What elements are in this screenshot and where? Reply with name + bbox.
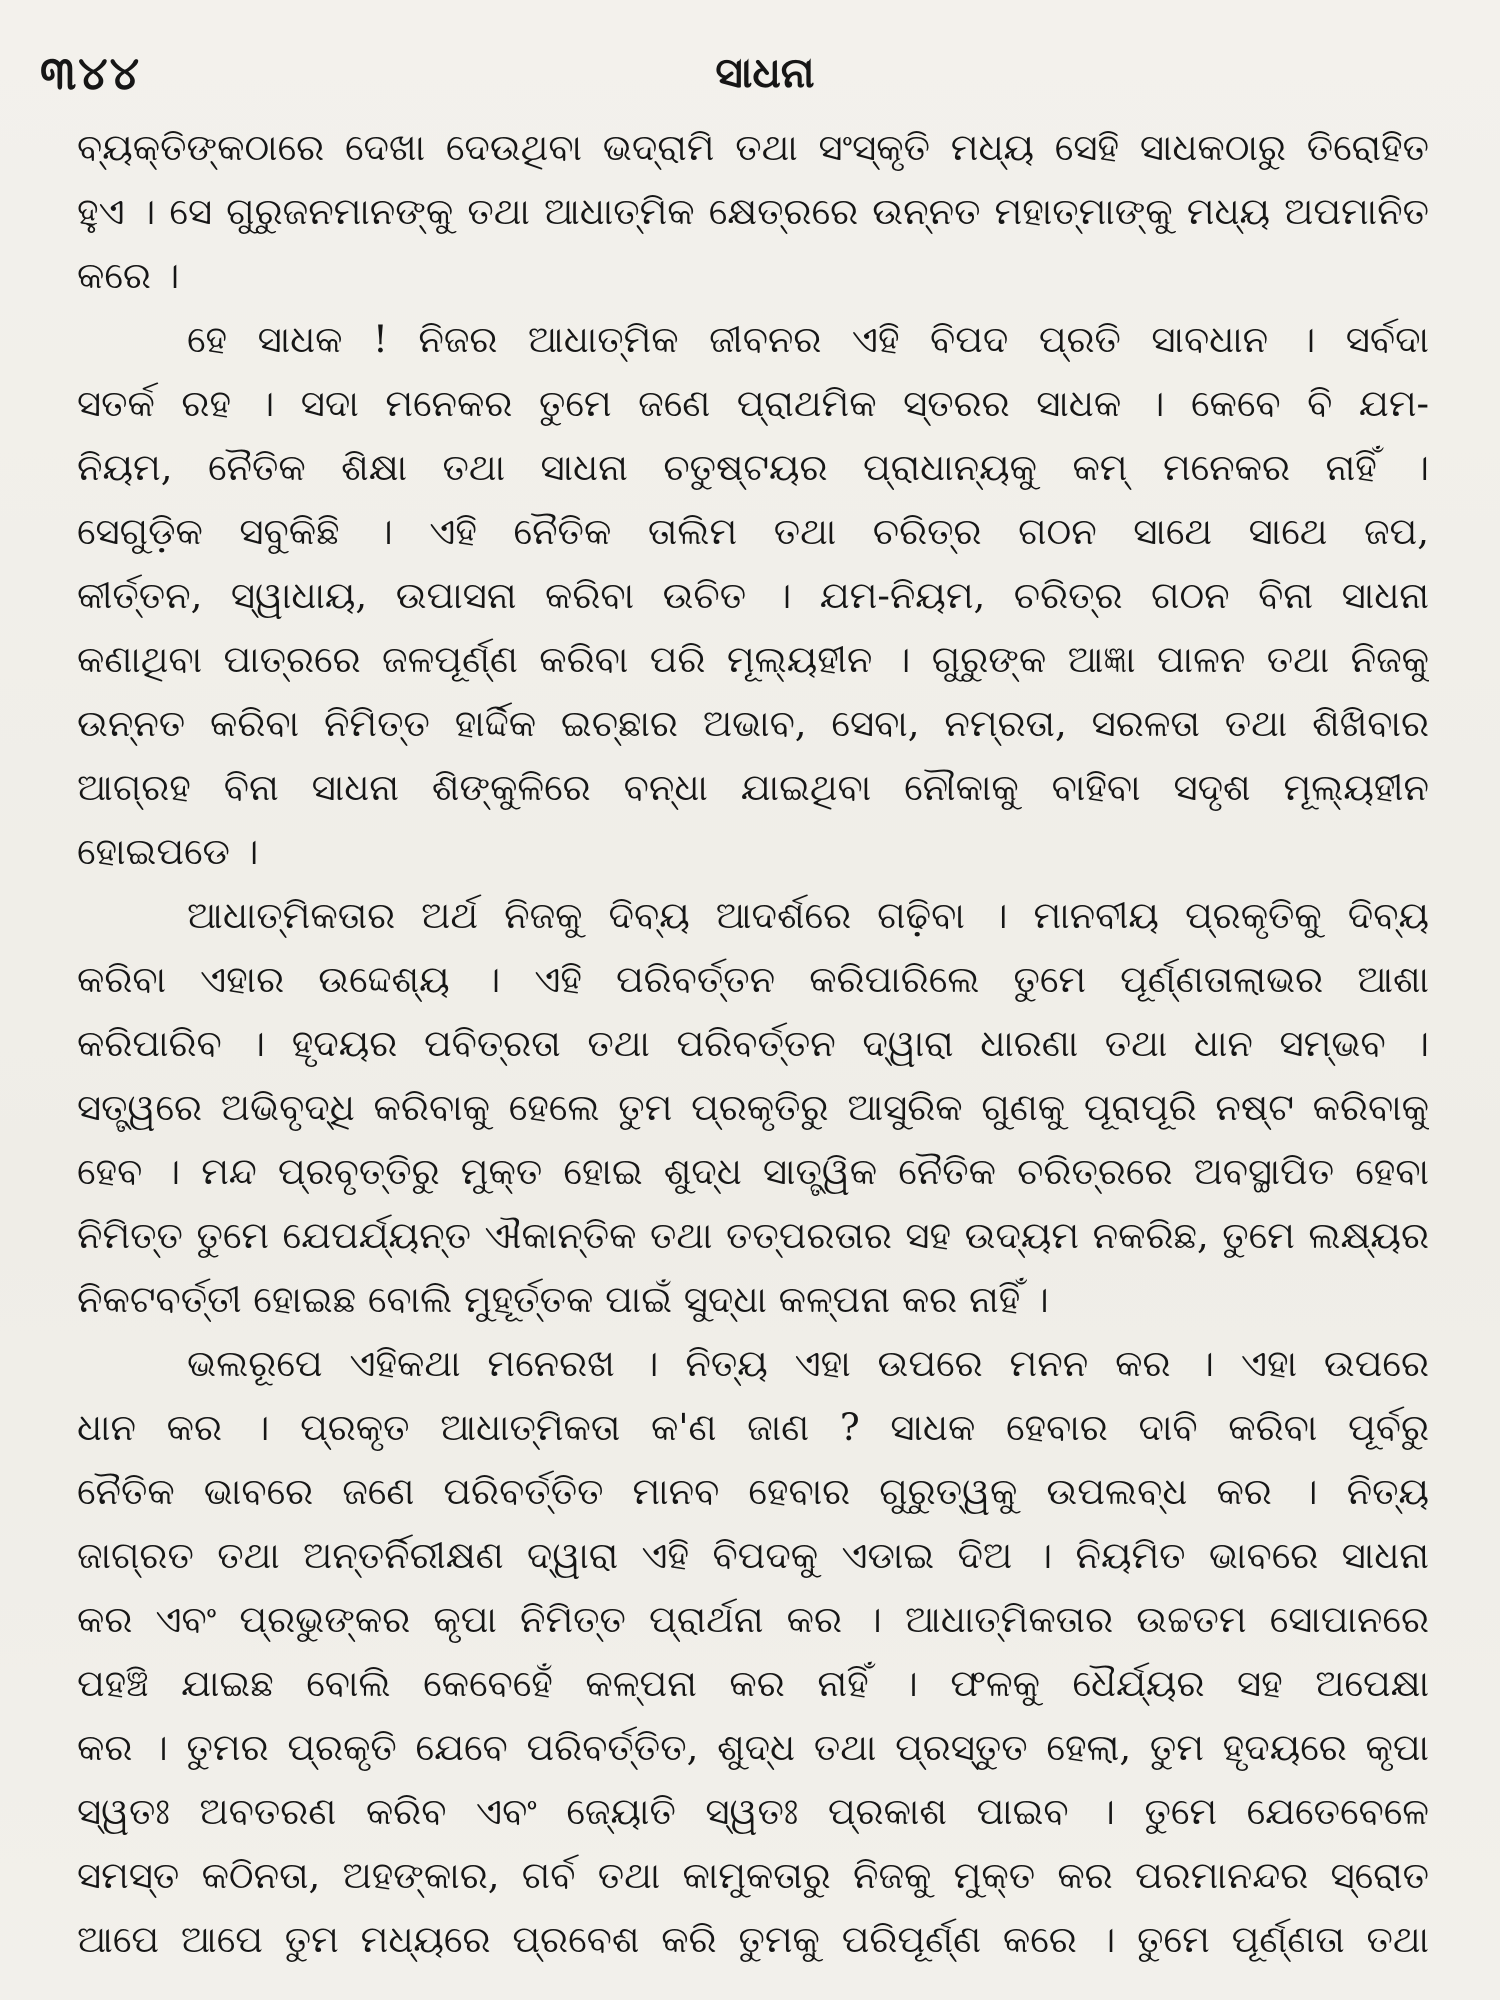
text-line: କଣାଥିବା ପାତ୍ରରେ ଜଳପୂର୍ଣ୍ଣ କରିବା ପରି ମୂଲ୍ୟହୀନ । ଗୁରୁଙ୍କ ଆଜ୍ଞା ପାଳନ ତଥା ନିଜକୁ — [77, 638, 1429, 681]
text-line: ସ୍ୱତଃ ଅବତରଣ କରିବ ଏବଂ ଜ୍ୟୋତି ସ୍ୱତଃ ପ୍ରକାଶ ପାଇବ । ତୁମେ ଯେତେବେଳେ — [77, 1790, 1429, 1833]
text-line: ହେବ । ମନ୍ଦ ପ୍ରବୃତ୍ତିରୁ ମୁକ୍ତ ହୋଇ ଶୁଦ୍ଧ ସାତ୍ତ୍ୱିକ ନୈତିକ ଚରିତ୍ରରେ ଅବସ୍ଥାପିତ ହେବା — [77, 1150, 1429, 1193]
page-number: ୩୪୪ — [40, 46, 142, 100]
text-line: ଭଲରୂପେ ଏହିକଥା ମନେରଖ । ନିତ୍ୟ ଏହା ଉପରେ ମନନ କର । ଏହା ଉପରେ — [187, 1342, 1429, 1385]
text-line: କରିବା ଏହାର ଉଦ୍ଦେଶ୍ୟ । ଏହି ପରିବର୍ତ୍ତନ କରିପାରିଲେ ତୁମେ ପୂର୍ଣ୍ଣତାଲାଭର ଆଶା — [77, 958, 1429, 1001]
paragraph-1 — [77, 116, 1429, 308]
text-line: ସମସ୍ତ କଠିନତା, ଅହଙ୍କାର, ଗର୍ବ ତଥା କାମୁକତାରୁ ନିଜକୁ ମୁକ୍ତ କର ପରମାନନ୍ଦର ସ୍ରୋତ — [77, 1854, 1429, 1897]
text-line: ଆପେ ଆପେ ତୁମ ମଧ୍ୟରେ ପ୍ରବେଶ କରି ତୁମକୁ ପରିପୂର୍ଣ୍ଣ କରେ । ତୁମେ ପୂର୍ଣ୍ଣତା ତଥା — [77, 1918, 1429, 1961]
text-line: ସେଗୁଡ଼ିକ ସବୁକିଛି । ଏହି ନୈତିକ ତାଲିମ ତଥା ଚରିତ୍ର ଗଠନ ସାଥେ ସାଥେ ଜପ, — [77, 510, 1429, 553]
text-line: ଆଗ୍ରହ ବିନା ସାଧନା ଶିଙ୍କୁଳିରେ ବନ୍ଧା ଯାଇଥିବା ନୌକାକୁ ବାହିବା ସଦୃଶ ମୂଲ୍ୟହୀନ — [77, 766, 1429, 809]
running-title: ସାଧନା — [715, 48, 815, 97]
paragraph-2 — [77, 308, 1429, 884]
text-line: ଜାଗ୍ରତ ତଥା ଅନ୍ତର୍ନିରୀକ୍ଷଣ ଦ୍ୱାରା ଏହି ବିପଦକୁ ଏଡାଇ ଦିଅ । ନିୟମିତ ଭାବରେ ସାଧନା — [77, 1534, 1429, 1577]
text-line: କର ଏବଂ ପ୍ରଭୁଙ୍କର କୃପା ନିମିତ୍ତ ପ୍ରାର୍ଥନା କର । ଆଧାତ୍ମିକତାର ଉଚ୍ଚତମ ସୋପାନରେ — [77, 1598, 1429, 1641]
text-line: କରିପାରିବ । ହୃଦୟର ପବିତ୍ରତା ତଥା ପରିବର୍ତ୍ତନ ଦ୍ୱାରା ଧାରଣା ତଥା ଧାନ ସମ୍ଭବ । — [77, 1022, 1429, 1065]
text-line: ହୋଇପଡେ । — [77, 830, 259, 873]
paragraph-4 — [77, 1332, 1429, 1972]
text-line: ଧାନ କର । ପ୍ରକୃତ ଆଧାତ୍ମିକତା କ'ଣ ଜାଣ ? ସାଧକ ହେବାର ଦାବି କରିବା ପୂର୍ବରୁ — [77, 1406, 1429, 1449]
text-line: ନିୟମ, ନୈତିକ ଶିକ୍ଷା ତଥା ସାଧନା ଚତୁଷ୍ଟୟର ପ୍ରାଧାନ୍ୟକୁ କମ୍ ମନେକର ନାହିଁ । — [77, 446, 1429, 489]
text-line: କର । ତୁମର ପ୍ରକୃତି ଯେବେ ପରିବର୍ତ୍ତିତ, ଶୁଦ୍ଧ ତଥା ପ୍ରସ୍ତୁତ ହେଲା, ତୁମ ହୃଦୟରେ କୃପା — [77, 1726, 1429, 1769]
text-line: ସତର୍କ ରହ । ସଦା ମନେକର ତୁମେ ଜଣେ ପ୍ରାଥମିକ ସ୍ତରର ସାଧକ । କେବେ ବି ଯମ- — [77, 382, 1429, 425]
paragraph-3 — [77, 884, 1429, 1332]
text-line: ହେ ସାଧକ ! ନିଜର ଆଧାତ୍ମିକ ଜୀବନର ଏହି ବିପଦ ପ୍ରତି ସାବଧାନ । ସର୍ବଦା — [187, 318, 1429, 361]
text-line: ବ୍ୟକ୍ତିଙ୍କଠାରେ ଦେଖା ଦେଉଥିବା ଭଦ୍ରାମି ତଥା ସଂସ୍କୃତି ମଧ୍ୟ ସେହି ସାଧକଠାରୁ ତିରୋହିତ — [77, 126, 1429, 169]
text-line: ନୈତିକ ଭାବରେ ଜଣେ ପରିବର୍ତ୍ତିତ ମାନବ ହେବାର ଗୁରୁତ୍ୱକୁ ଉପଲବ୍ଧ କର । ନିତ୍ୟ — [77, 1470, 1429, 1513]
text-line: କରେ । — [77, 254, 180, 297]
text-line: ପହଞ୍ଚି ଯାଇଛ ବୋଲି କେବେହେଁ କଳ୍ପନା କର ନାହିଁ । ଫଳକୁ ଧୈର୍ଯ୍ୟର ସହ ଅପେକ୍ଷା — [77, 1662, 1429, 1705]
text-line: ସତ୍ତ୍ୱରେ ଅଭିବୃଦ୍ଧି କରିବାକୁ ହେଲେ ତୁମ ପ୍ରକୃତିରୁ ଆସୁରିକ ଗୁଣକୁ ପୂରାପୂରି ନଷ୍ଟ କରିବାକୁ — [77, 1086, 1429, 1129]
text-line: ଆଧାତ୍ମିକତାର ଅର୍ଥ ନିଜକୁ ଦିବ୍ୟ ଆଦର୍ଶରେ ଗଢ଼ିବା । ମାନବୀୟ ପ୍ରକୃତିକୁ ଦିବ୍ୟ — [187, 894, 1429, 937]
text-line: ନିମିତ୍ତ ତୁମେ ଯେପର୍ଯ୍ୟନ୍ତ ଐକାନ୍ତିକ ତଥା ତତ୍ପରତାର ସହ ଉଦ୍ୟମ ନକରିଛ, ତୁମେ ଲକ୍ଷ୍ୟର — [77, 1214, 1429, 1257]
page-body — [77, 116, 1429, 1972]
text-line: ହୁଏ । ସେ ଗୁରୁଜନମାନଙ୍କୁ ତଥା ଆଧାତ୍ମିକ କ୍ଷେତ୍ରରେ ଉନ୍ନତ ମହାତ୍ମାଙ୍କୁ ମଧ୍ୟ ଅପମାନିତ — [77, 190, 1429, 233]
text-line: ନିକଟବର୍ତ୍ତୀ ହୋଇଛ ବୋଲି ମୁହୂର୍ତ୍ତକ ପାଇଁ ସୁଦ୍ଧା କଳ୍ପନା କର ନାହିଁ । — [77, 1278, 1049, 1321]
text-line: ଉନ୍ନତ କରିବା ନିମିତ୍ତ ହାର୍ଦ୍ଦିକ ଇଚ୍ଛାର ଅଭାବ, ସେବା, ନମ୍ରତା, ସରଳତା ତଥା ଶିଖିବାର — [77, 702, 1429, 745]
page-header — [0, 38, 1500, 108]
text-line: କୀର୍ତ୍ତନ, ସ୍ୱାଧାୟ, ଉପାସନା କରିବା ଉଚିତ । ଯମ-ନିୟମ, ଚରିତ୍ର ଗଠନ ବିନା ସାଧନା — [77, 574, 1429, 617]
